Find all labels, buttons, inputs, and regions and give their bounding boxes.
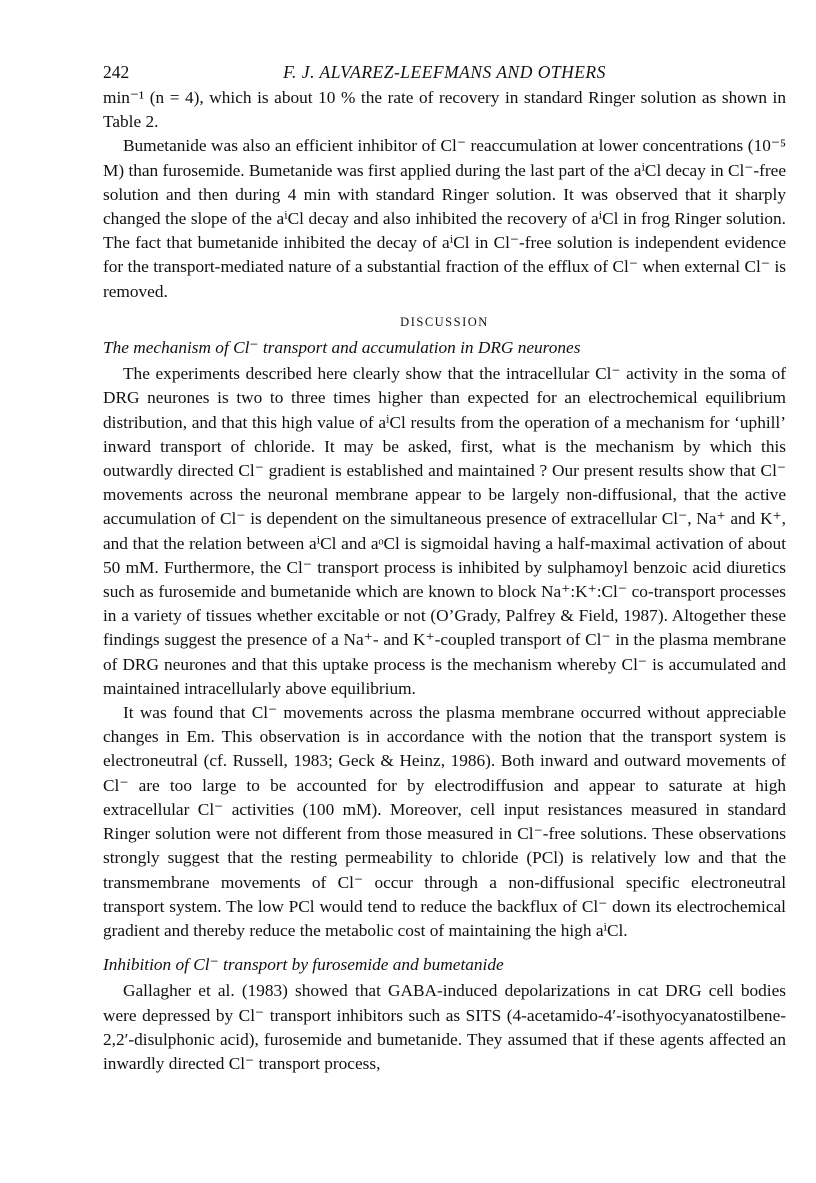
subheading-inhibition: Inhibition of Cl⁻ transport by furosemide and bumetanide (103, 955, 504, 975)
page (103, 58, 786, 1076)
paragraph-2: Bumetanide was also an efficient inhibitor of Cl⁻ reaccumulation at lower concentrations (10⁻⁵ M) than furosemide. Bumetanide was first applied during the last part of the aⁱCl decay in Cl⁻-free solution and then during 4 min with standard Ringer solution. It was observed that it sharply changed the slope of the aⁱCl decay and also inhibited the recovery of aⁱCl in frog Ringer solution. The fact that bumetanide inhibited the decay of aⁱCl in Cl⁻-free solution is independent evidence for the transport-mediated nature of a substantial fraction of the efflux of Cl⁻ when external Cl⁻ is removed. (103, 136, 787, 301)
paragraph-5: Gallagher et al. (1983) showed that GABA-induced depolarizations in cat DRG cell bodies were depressed by Cl⁻ transport inhibitors such as SITS (4-acetamido-4′-isothyocyanatostilbene-2,2′-disulphonic acid), furosemide and bumetanide. They assumed that if these agents affected an inwardly directed Cl⁻ transport process, (103, 981, 786, 1073)
running-title: F. J. ALVAREZ-LEEFMANS AND OTHERS (283, 62, 606, 82)
paragraph-1: min⁻¹ (n = 4), which is about 10 % the rate of recovery in standard Ringer solution as shown in Table 2. (103, 88, 786, 132)
page-number: 242 (103, 62, 130, 82)
paragraph-3: The experiments described here clearly show that the intracellular Cl⁻ activity in the soma of DRG neurones is two to three times higher than expected for an electrochemical equilibrium distribution, and that this high value of aⁱCl results from the operation of a mechanism for ‘uphill’ inward transport of chloride. It may be asked, first, what is the mechanism by which this outwardly directed Cl⁻ gradient is established and maintained ? Our present results show that Cl⁻ movements across the neuronal membrane appear to be largely non-diffusional, that the active accumulation of Cl⁻ is dependent on the simultaneous presence of extracellular Cl⁻, Na⁺ and K⁺, and that the relation between aⁱCl and aᵒCl is sigmoidal having a half-maximal activation of about 50 mM. Furthermore, the Cl⁻ transport process is inhibited by sulphamoyl benzoic acid diuretics such as furosemide and bumetanide which are known to block Na⁺:K⁺:Cl⁻ co-transport processes in a variety of tissues whether excitable or not (O’Grady, Palfrey & Field, 1987). Altogether these findings suggest the presence of a Na⁺- and K⁺-coupled transport of Cl⁻ in the plasma membrane of DRG neurones and that this uptake process is the mechanism whereby Cl⁻ is accumulated and maintained intracellularly above equilibrium. (103, 364, 786, 698)
subheading-mechanism: The mechanism of Cl⁻ transport and accumulation in DRG neurones (103, 338, 581, 358)
section-heading: DISCUSSION (400, 314, 489, 329)
page-header (103, 58, 786, 86)
paragraph-4: It was found that Cl⁻ movements across the plasma membrane occurred without appreciable changes in Em. This observation is in accordance with the notion that the transport system is electroneutral (cf. Russell, 1983; Geck & Heinz, 1986). Both inward and outward movements of Cl⁻ are too large to be accounted for by electrodiffusion and appear to saturate at high extracellular Cl⁻ activities (100 mM). Moreover, cell input resistances measured in standard Ringer solution were not different from those measured in Cl⁻-free solutions. These observations strongly suggest that the resting permeability to chloride (PCl) is relatively low and that the transmembrane movements of Cl⁻ occur through a non-diffusional specific electroneutral transport system. The low PCl would tend to reduce the backflux of Cl⁻ down its electrochemical gradient and thereby reduce the metabolic cost of maintaining the high aⁱCl. (103, 703, 786, 940)
